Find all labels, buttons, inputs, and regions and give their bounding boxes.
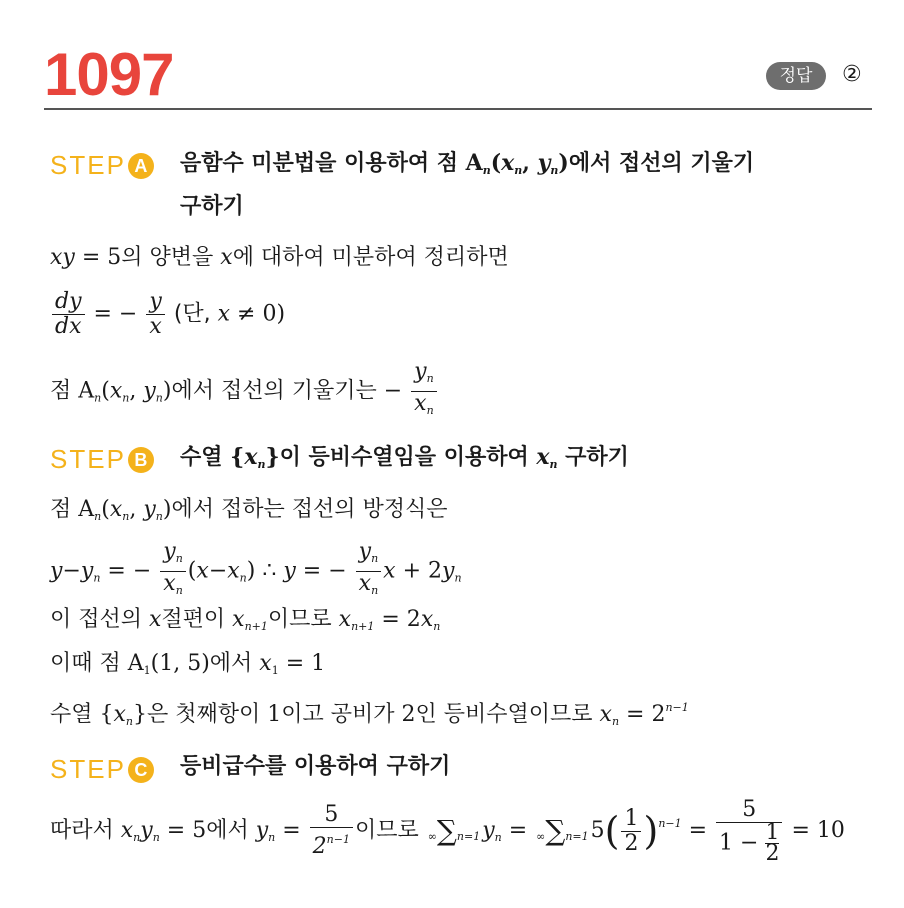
problem-number: 1097 — [44, 41, 174, 108]
step-c-label: STEP C — [50, 754, 154, 784]
step-a-letter-icon: A — [128, 153, 154, 179]
header-divider — [44, 108, 872, 110]
step-c-title: 등비급수를 이용하여 구하기 — [180, 754, 451, 779]
step-c-line-1: 따라서 $x_ny_n = 5$에서 $y_n$ = $\frac{5}{2^{n-1}}$ 이므로 $\infty\sum n=1y_n = \infty\sum n=15$( $\frac{1}{2}$ )$^{n-1}$ = 5 1 − $\frac{1}{2}$ = 10 — [50, 797, 845, 866]
step-b-label: STEP B — [50, 444, 154, 474]
answer-badge: 정답 — [766, 62, 826, 90]
step-b-line-1: 점 $A_n(x_n$, $y_n$)에서 접하는 접선의 방정식은 — [50, 497, 448, 523]
step-b-line-3: 이 접선의 x절편이 $x_{n+1}$이므로 $x_{n+1} = 2x_n$ — [50, 607, 441, 633]
step-a-line-2: $\frac{dy}{dx}$ = − $\frac{y}{x}$ (단, x ≠ 0) — [50, 290, 285, 339]
step-b-line-4: 이때 점 $A_1(1$, 5)에서 $x_1 = 1$ — [50, 651, 326, 677]
answer-value: ② — [842, 62, 862, 87]
step-c-letter-icon: C — [128, 757, 154, 783]
step-b-line-5: 수열 $\{x_n\}$은 첫째항이 1이고 공비가 2인 등비수열이므로 $x_n = 2^{n-1}$ — [50, 701, 689, 728]
step-a-title-line2: 구하기 — [180, 194, 244, 219]
step-b-title: 수열 $\{x_n\}$이 등비수열임을 이용하여 $x_n$ 구하기 — [180, 444, 629, 471]
step-b-line-2: $y-y_n$ = − $\frac{y_n}{x_n}$ $(x-x_n)$ ∴ y = − $\frac{y_n}{x_n}$ $x + 2y_n$ — [50, 539, 462, 597]
step-a-line-1: xy = 5의 양변을 x에 대하여 미분하여 정리하면 — [50, 245, 509, 270]
step-b-letter-icon: B — [128, 447, 154, 473]
step-a-label: STEP A — [50, 150, 154, 180]
step-a-title: 음함수 미분법을 이용하여 점 $A_n(x_n$, $y_n$)에서 접선의 기울기 — [180, 150, 755, 177]
step-a-line-3: 점 $A_n(x_n$, $y_n$)에서 접선의 기울기는 − $\frac{y_n}{x_n}$ — [50, 360, 439, 423]
